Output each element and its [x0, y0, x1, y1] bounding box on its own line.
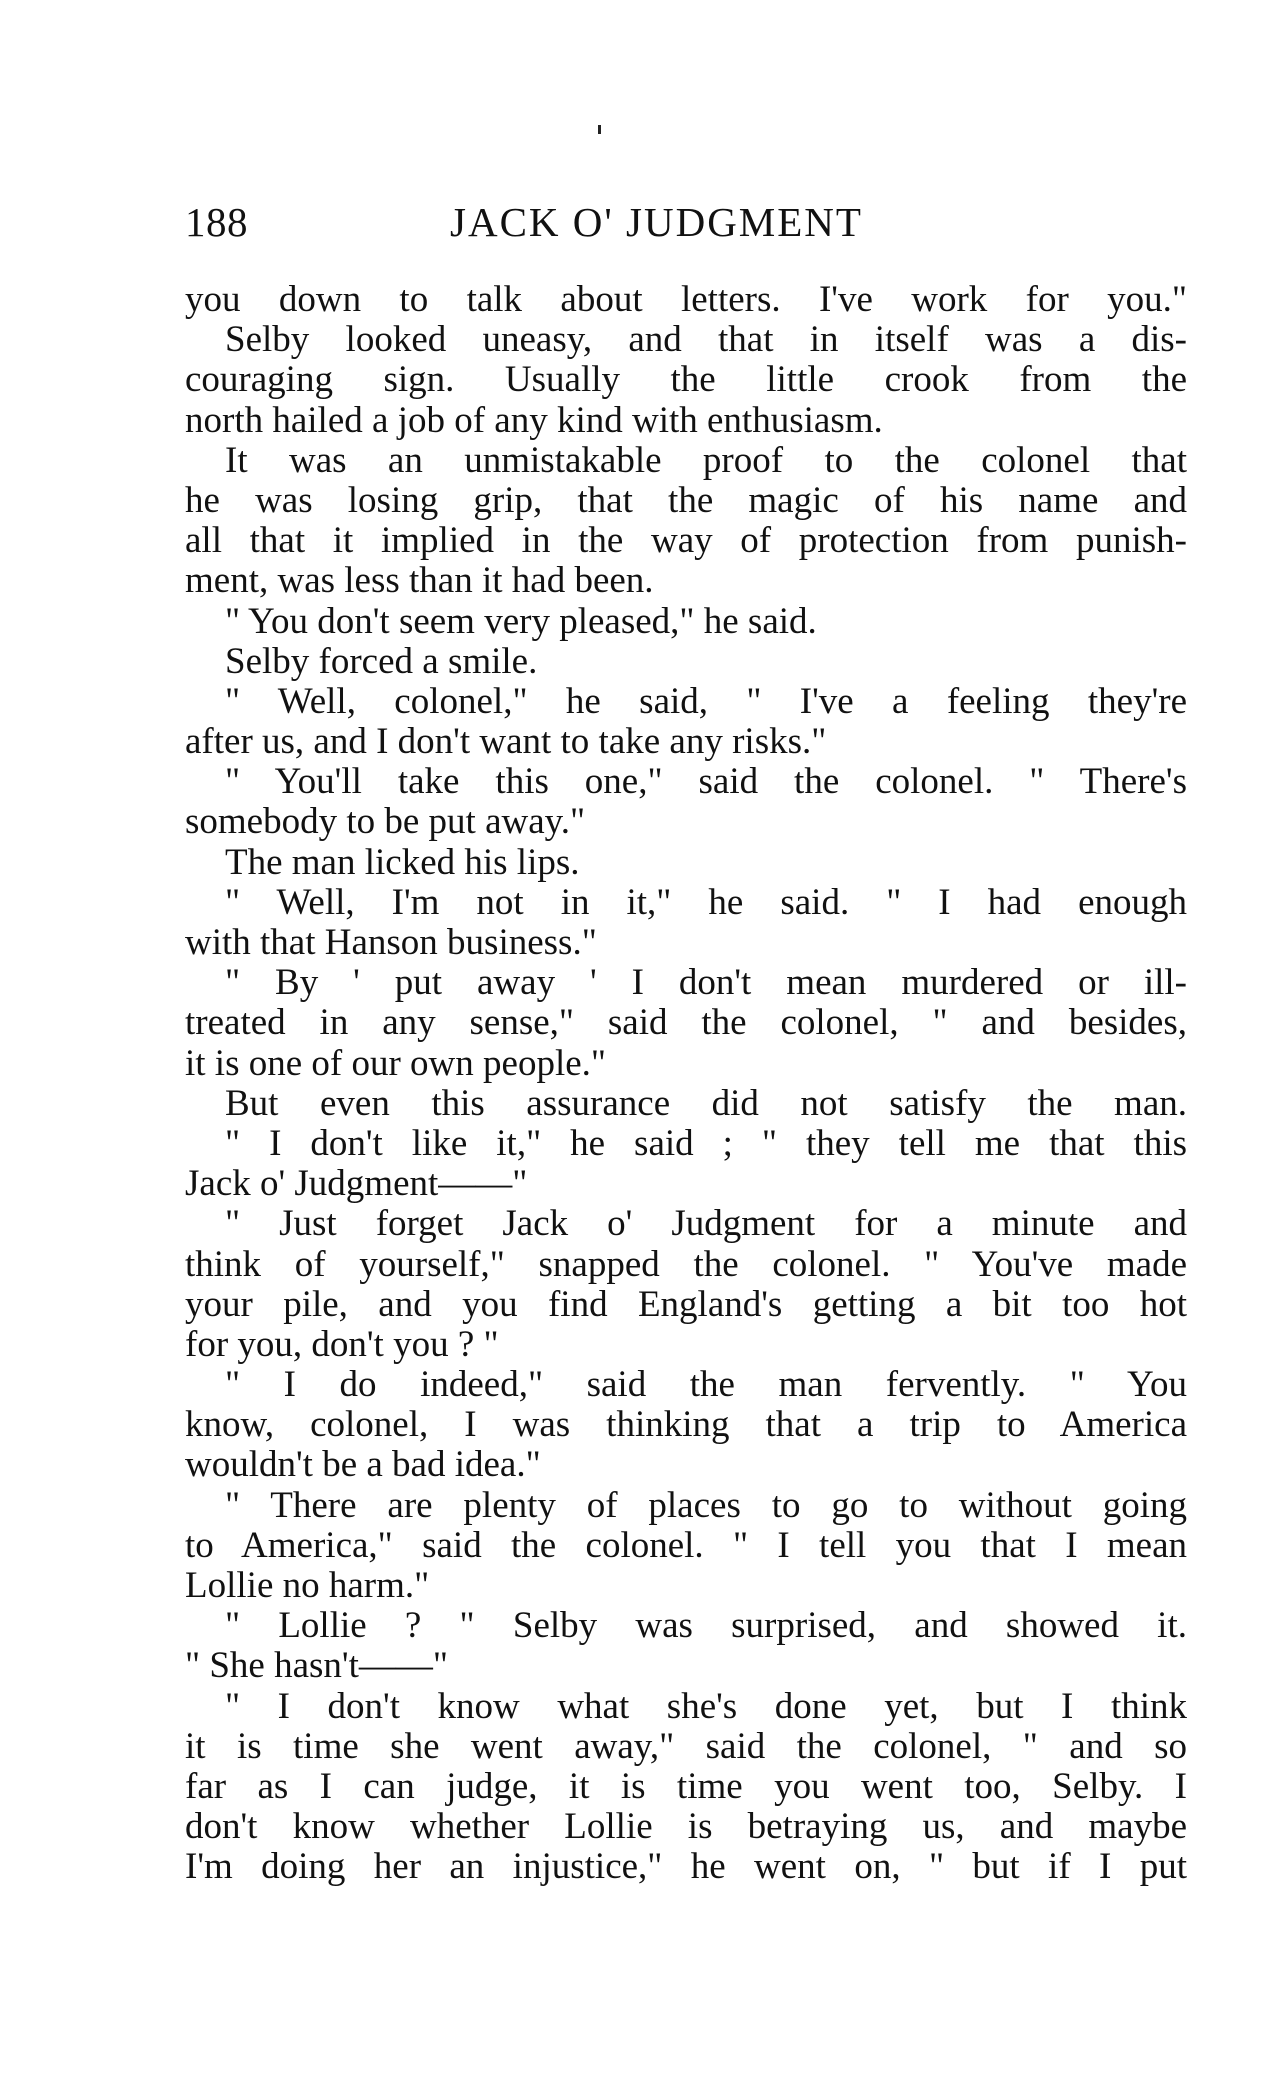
text-line: Jack o' Judgment——"	[185, 1163, 528, 1205]
text-line: Lollie no harm."	[185, 1565, 430, 1606]
text-line: for you, don't you ? "	[185, 1323, 499, 1365]
text-line: you down to talk about letters. I've work for you."	[185, 279, 1187, 320]
text-line: couraging sign. Usually the little crook from the	[185, 359, 1187, 401]
text-line: far as I can judge, it is time you went too, Selby. I	[185, 1765, 1187, 1807]
text-line: " There are plenty of places to go to without going	[225, 1484, 1187, 1526]
text-line: somebody to be put away."	[185, 801, 586, 843]
text-line: The man licked his lips.	[225, 841, 580, 883]
text-line: north hailed a job of any kind with enthusiasm.	[185, 399, 883, 441]
text-line: It was an unmistakable proof to the colonel that	[225, 439, 1187, 481]
text-line: it is time she went away," said the colonel, " and so	[185, 1725, 1187, 1767]
text-line: Selby forced a smile.	[225, 640, 538, 682]
text-line: ment, was less than it had been.	[185, 560, 654, 602]
text-line: But even this assurance did not satisfy the man.	[225, 1082, 1187, 1124]
text-line: treated in any sense," said the colonel, " and besides,	[185, 1002, 1187, 1044]
text-line: after us, and I don't want to take any risks."	[185, 721, 827, 763]
text-line: " Lollie ? " Selby was surprised, and showed it.	[225, 1605, 1187, 1647]
text-line: it is one of our own people."	[185, 1042, 607, 1084]
body-text	[185, 280, 1187, 1888]
text-line: with that Hanson business."	[185, 922, 597, 963]
text-line: Selby looked uneasy, and that in itself was a dis-	[225, 319, 1187, 361]
text-line: all that it implied in the way of protection from punish-	[185, 520, 1187, 562]
text-line: " Just forget Jack o' Judgment for a minute and	[225, 1203, 1187, 1245]
text-line: to America," said the colonel. " I tell you that I mean	[185, 1524, 1187, 1566]
text-line: your pile, and you find England's getting a bit too hot	[185, 1283, 1187, 1325]
text-line: " You'll take this one," said the colonel. " There's	[225, 761, 1187, 803]
text-line: " Well, I'm not in it," he said. " I had enough	[225, 881, 1187, 923]
text-line: " Well, colonel," he said, " I've a feeling they're	[225, 680, 1187, 722]
text-line: I'm doing her an injustice," he went on, " but if I put	[185, 1846, 1187, 1888]
text-line: " I do indeed," said the man fervently. " You	[225, 1364, 1187, 1406]
text-line: don't know whether Lollie is betraying us, and maybe	[185, 1806, 1187, 1848]
text-line: " I don't like it," he said ; " they tell me that this	[225, 1122, 1187, 1164]
text-line: think of yourself," snapped the colonel. " You've made	[185, 1243, 1187, 1285]
text-line: " You don't seem very pleased," he said.	[225, 600, 817, 642]
text-line: know, colonel, I was thinking that a trip to America	[185, 1404, 1187, 1446]
text-line: wouldn't be a bad idea."	[185, 1444, 541, 1486]
print-speck	[598, 125, 601, 134]
text-line: " By ' put away ' I don't mean murdered or ill-	[225, 962, 1187, 1004]
page-number: 188	[185, 199, 248, 245]
running-head	[185, 192, 1187, 252]
running-title: JACK O' JUDGMENT	[450, 199, 863, 245]
text-line: " She hasn't——"	[185, 1645, 448, 1687]
text-line: " I don't know what she's done yet, but I think	[225, 1685, 1187, 1727]
text-line: he was losing grip, that the magic of his name and	[185, 479, 1187, 521]
